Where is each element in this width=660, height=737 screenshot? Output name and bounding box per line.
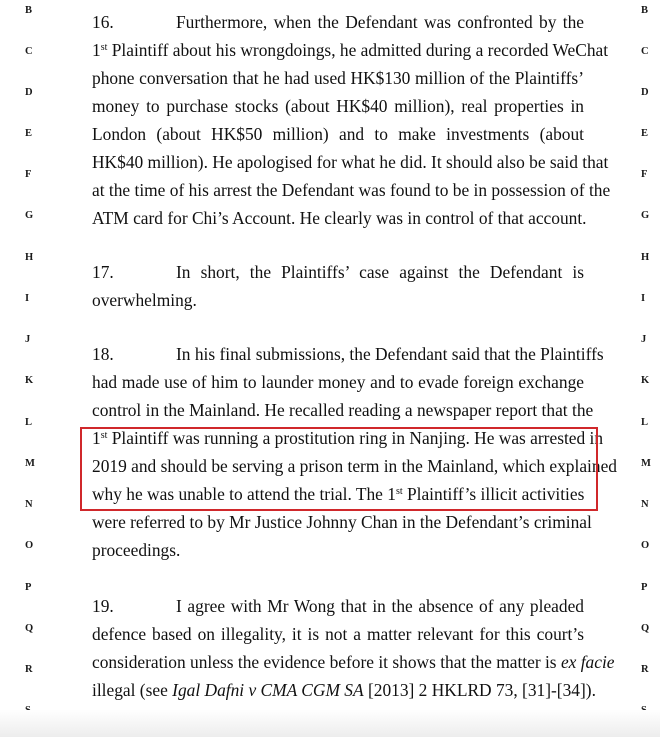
text-span: consideration unless the evidence before it shows that the matter is [92,652,561,672]
margin-letter-p-right: P [641,582,648,593]
margin-letter-i-right: I [641,293,646,304]
text-span: Plaintiff about his wrongdoings, he admitted during a recorded WeChat [107,40,609,60]
margin-letter-o-left: O [25,540,34,551]
margin-letter-l-right: L [641,417,649,428]
margin-letter-c-right: C [641,46,649,57]
paragraph-16-line-1 [92,12,584,32]
margin-letter-h-right: H [641,252,650,263]
paragraph-18-line-8: proceedings. [92,540,181,560]
case-citation: Igal Dafni v CMA CGM SA [172,680,364,700]
margin-letter-l-left: L [25,417,33,428]
paragraph-17-line-2: overwhelming. [92,290,197,310]
margin-letter-b-left: B [25,5,33,16]
margin-letter-e-left: E [25,128,33,139]
margin-letter-g-left: G [25,210,34,221]
paragraph-16-line-7: at the time of his arrest the Defendant was found to be in possession of the [92,180,611,200]
paragraph-19-line-4 [92,680,596,700]
margin-letter-h-left: H [25,252,34,263]
margin-letter-d-left: D [25,87,33,98]
paragraph-number: 18. [92,344,114,364]
margin-letter-n-right: N [641,499,649,510]
page-bottom-shadow [0,710,660,737]
ordinal-number: 1 [92,40,101,60]
margin-letter-e-right: E [641,128,649,139]
margin-letter-r-left: R [25,664,33,675]
paragraph-16-line-6: HK$40 million). He apologised for what he did. It should also be said that [92,152,609,172]
margin-letter-p-left: P [25,582,32,593]
paragraph-17-line-1 [92,262,584,282]
paragraph-19-line-1 [92,596,584,616]
latin-phrase: ex facie [560,652,615,672]
ordinal-number: 1 [92,428,101,448]
text-span: I agree with Mr Wong that in the absence of any pleaded [176,596,584,616]
margin-letter-d-right: D [641,87,649,98]
margin-letter-k-left: K [25,375,34,386]
highlight-box [80,427,617,511]
text-span: illegal (see [92,680,173,700]
paragraph-18-line-5: 2019 and should be serving a prison term in the Mainland, which explained [92,456,617,476]
text-span: Plaintiff’s illicit activities [402,484,585,504]
paragraph-18-line-1 [92,344,604,364]
margin-letter-j-right: J [641,334,647,345]
margin-letter-i-left: I [25,293,30,304]
margin-letter-j-left: J [25,334,31,345]
margin-letter-o-right: O [641,540,650,551]
margin-letter-b-right: B [641,5,649,16]
margin-letter-f-right: F [641,169,648,180]
paragraph-number: 19. [92,596,114,616]
text-span: Furthermore, when the Defendant was confronted by the [176,12,584,32]
margin-letter-n-left: N [25,499,33,510]
paragraph-19-line-3 [92,652,615,672]
paragraph-number: 16. [92,12,114,32]
paragraph-18-line-7: were referred to by Mr Justice Johnny Chan in the Defendant’s criminal [92,512,592,532]
ordinal-suffix: st [100,42,108,53]
paragraph-18-line-2: had made use of him to launder money and to evade foreign exchange [92,372,584,392]
margin-letter-q-left: Q [25,623,34,634]
paragraph-16-line-5: London (about HK$50 million) and to make investments (about [92,124,584,144]
margin-letter-m-left: M [25,458,35,469]
margin-letter-m-right: M [641,458,651,469]
ordinal-suffix: st [100,430,108,441]
paragraph-16-line-2 [92,40,609,60]
paragraph-18-line-3: control in the Mainland. He recalled reading a newspaper report that the [92,400,594,420]
text-span: In his final submissions, the Defendant said that the Plaintiffs [176,344,604,364]
margin-letter-c-left: C [25,46,33,57]
margin-letter-q-right: Q [641,623,650,634]
paragraph-16-line-4: money to purchase stocks (about HK$40 million), real properties in [92,96,584,116]
ordinal-suffix: st [395,486,403,497]
paragraph-number: 17. [92,262,114,282]
margin-letter-f-left: F [25,169,32,180]
paragraph-16-line-8: ATM card for Chi’s Account. He clearly was in control of that account. [92,208,587,228]
text-span: [2013] 2 HKLRD 73, [31]-[34]). [363,680,596,700]
margin-letter-k-right: K [641,375,650,386]
text-span: Plaintiff was running a prostitution ring in Nanjing. He was arrested in [107,428,604,448]
paragraph-19-line-2: defence based on illegality, it is not a matter relevant for this court’s [92,624,584,644]
margin-letter-r-right: R [641,664,649,675]
paragraph-16-line-3: phone conversation that he had used HK$130 million of the Plaintiffs’ [92,68,584,88]
text-span: why he was unable to attend the trial. The 1 [92,484,396,504]
margin-letter-g-right: G [641,210,650,221]
text-span: In short, the Plaintiffs’ case against the Defendant is [176,262,584,282]
